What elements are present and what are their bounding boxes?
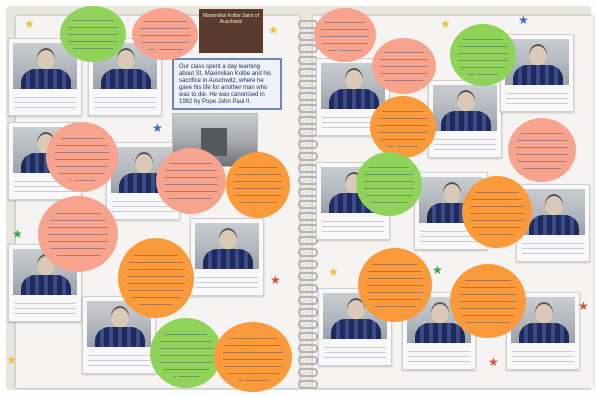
star-sticker: ★ [518, 13, 529, 27]
note-bubble [358, 248, 432, 322]
star-sticker: ★ [12, 227, 23, 241]
note-bubble [450, 24, 516, 86]
spiral-binding [296, 16, 316, 388]
note-bubble [226, 152, 290, 218]
star-sticker: ★ [578, 299, 589, 313]
note-bubble [46, 122, 118, 192]
star-sticker: ★ [440, 17, 451, 31]
star-sticker: ★ [6, 353, 17, 367]
star-sticker: ★ [488, 355, 499, 369]
note-bubble [370, 96, 436, 158]
star-sticker: ★ [24, 17, 35, 31]
note-bubble [356, 152, 422, 216]
note-bubble [132, 8, 198, 60]
note-bubble [450, 264, 526, 338]
note-bubble [372, 38, 436, 94]
portrait-card [190, 218, 264, 296]
note-bubble [38, 196, 118, 272]
note-bubble [508, 118, 576, 182]
note-bubble [118, 238, 194, 318]
star-sticker: ★ [328, 265, 339, 279]
note-bubble [314, 8, 376, 62]
note-bubble [214, 322, 292, 392]
info-text-box: Our class spent a day learning about St. Maximilian Kolbe and his sacrifice in Auschwitz, where he gave his life for another man who was to die. He was canonised in 1982 by Pope John Paul II. [172, 58, 282, 110]
star-sticker: ★ [270, 273, 281, 287]
title-card: Maximilian Kolbe Saint of Auschwitz [199, 9, 263, 53]
note-bubble [150, 318, 222, 388]
star-sticker: ★ [152, 121, 163, 135]
note-bubble [60, 6, 126, 62]
note-bubble [462, 176, 532, 248]
note-bubble [156, 148, 226, 214]
star-sticker: ★ [268, 23, 279, 37]
portrait-card [428, 80, 502, 158]
star-sticker: ★ [432, 263, 443, 277]
